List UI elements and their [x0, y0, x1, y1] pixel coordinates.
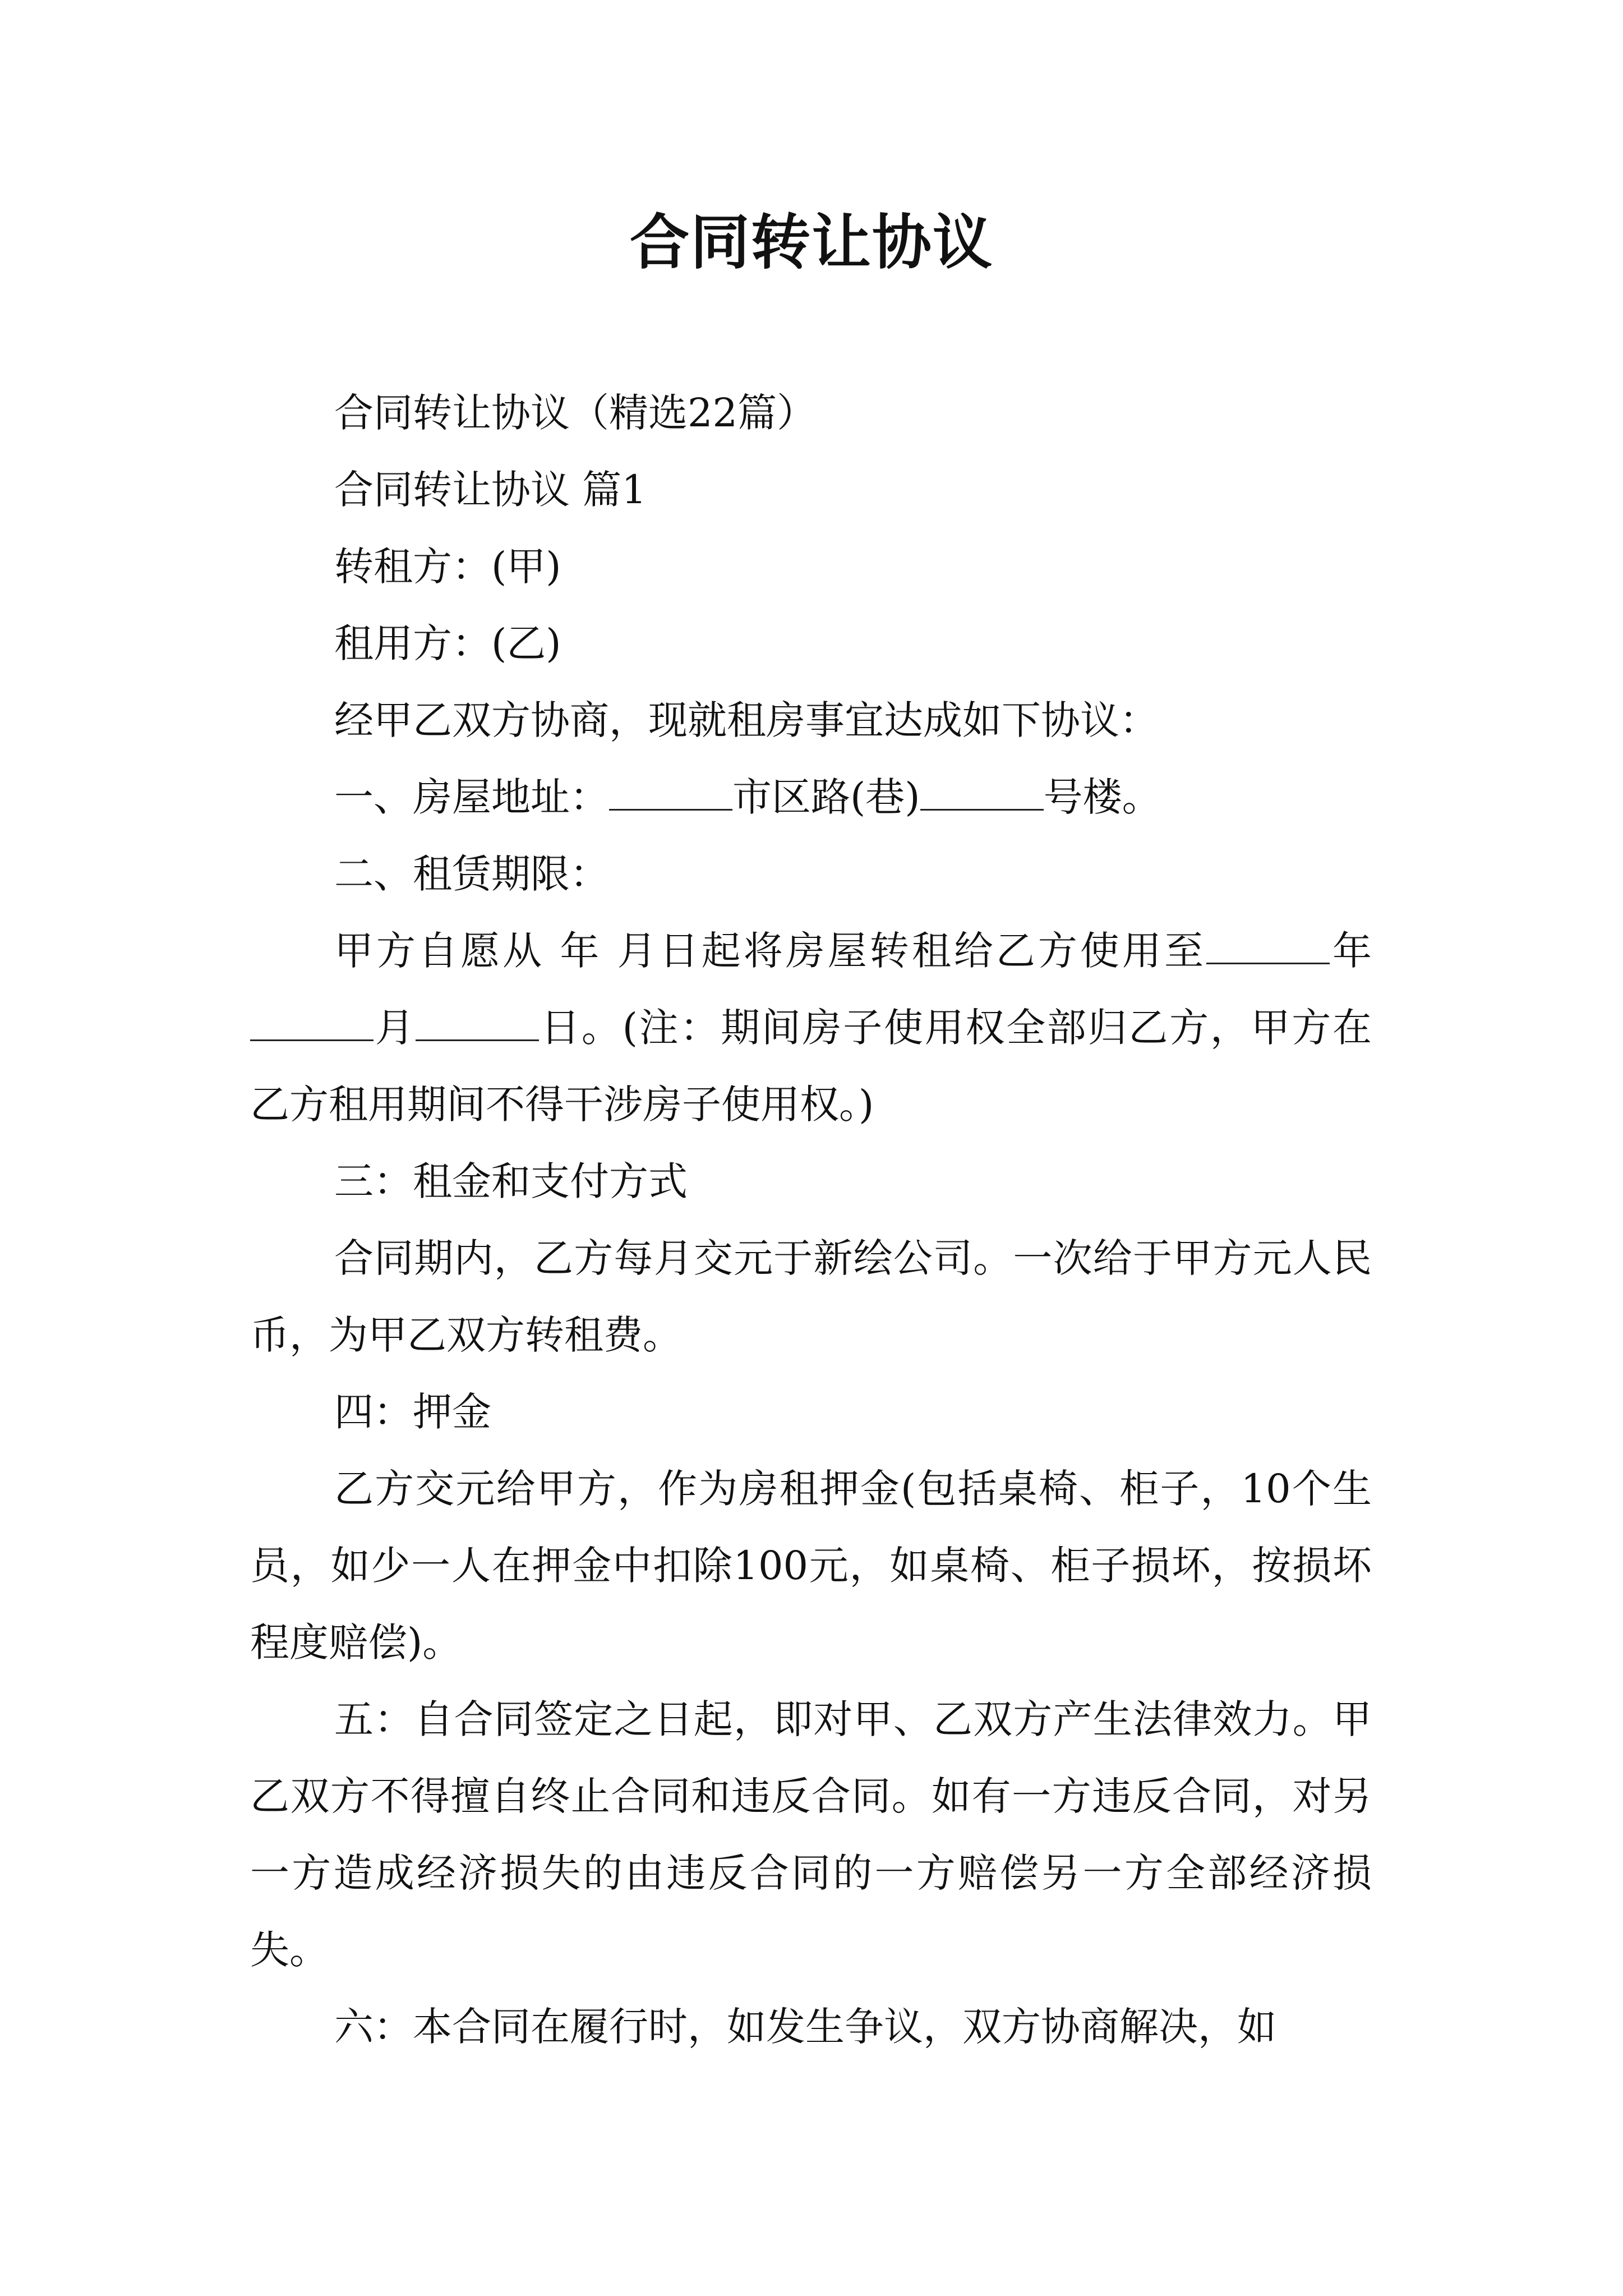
- term-year-label: 年: [1329, 928, 1372, 974]
- address-blank-city: [609, 777, 732, 811]
- paragraph-deposit: 乙方交元给甲方，作为房租押金(包括桌椅、柜子，10个生员，如少一人在押金中扣除100元，如桌椅、柜子损坏，按损坏程度赔偿)。: [250, 1466, 1372, 1665]
- paragraph-rent-heading: 三：租金和支付方式: [334, 1158, 688, 1204]
- paragraph-lessee: 租用方：(乙): [334, 620, 561, 666]
- term-month-label: 月: [374, 1005, 416, 1051]
- term-blank-month: [250, 1008, 374, 1041]
- document-body: [250, 375, 1372, 2065]
- address-label: 一、房屋地址：: [334, 774, 609, 820]
- paragraph-subtitle: 合同转让协议（精选22篇）: [334, 390, 817, 436]
- address-blank-building: [920, 777, 1044, 811]
- paragraph-house-address: [250, 759, 1372, 836]
- term-blank-year: [1206, 931, 1330, 964]
- address-mid: 市区路(巷): [732, 774, 920, 820]
- term-blank-day: [416, 1008, 539, 1041]
- paragraph-deposit-heading: 四：押金: [334, 1389, 491, 1435]
- paragraph-lease-term: [250, 913, 1372, 1143]
- paragraph-lease-term-heading: 二、租赁期限：: [334, 851, 609, 897]
- term-text-start: 甲方自愿从 年 月日起将房屋转租给乙方使用至: [334, 928, 1206, 974]
- paragraph-sublessor: 转租方：(甲): [334, 544, 561, 590]
- paragraph-section-heading: 合同转让协议 篇1: [334, 467, 647, 513]
- paragraph-agreement-intro: 经甲乙双方协商，现就租房事宜达成如下协议：: [334, 697, 1159, 743]
- paragraph-legal-effect: 五：自合同签定之日起，即对甲、乙双方产生法律效力。甲乙双方不得擅自终止合同和违反合同。如有一方违反合同，对另一方造成经济损失的由违反合同的一方赔偿另一方全部经济损失。: [250, 1696, 1372, 1973]
- address-end: 号楼。: [1043, 774, 1161, 820]
- term-text-end: 日。(注：期间房子使用权全部归乙方，甲方在乙方租用期间不得干涉房子使用权。): [250, 1005, 1372, 1128]
- paragraph-dispute: 六：本合同在履行时，如发生争议，双方协商解决，如: [334, 2004, 1276, 2050]
- document-title: 合同转让协议: [630, 207, 993, 277]
- paragraph-rent: 合同期内，乙方每月交元于新绘公司。一次给于甲方元人民币，为甲乙双方转租费。: [250, 1235, 1372, 1358]
